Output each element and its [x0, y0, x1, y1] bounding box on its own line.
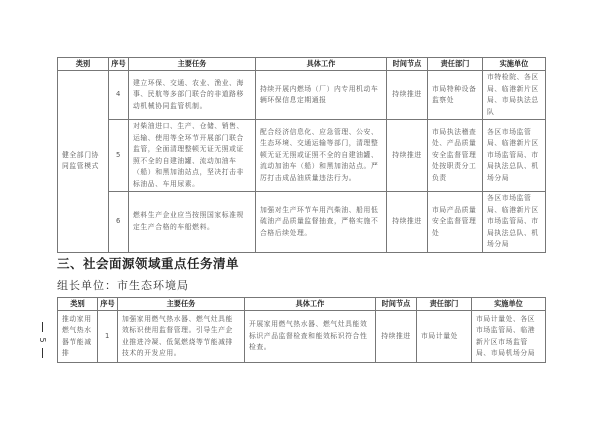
table-row [58, 192, 546, 253]
main-task-cell: 对柴油进口、生产、仓储、销售、运输、使用等全环节开展部门联合监管，全面清理整顿无证无照或证照不全的自建油罐、流动加油车（船）和黑加油站点，坚决打击非标油品、车用尿素。 [129, 120, 256, 192]
implementing-units-cell: 各区市场监管局、临港新片区市场监管局、市局执法总队、机场分局 [483, 120, 546, 192]
header-main-task: 主要任务 [118, 298, 245, 311]
task-table-2 [57, 297, 546, 363]
responsible-dept-cell: 市局执法稽查处、产品质量安全监督管理处按职责分工负责 [428, 120, 483, 192]
header-implementing-units: 实施单位 [483, 58, 546, 71]
task-table-1 [57, 57, 546, 253]
header-index: 序号 [98, 298, 118, 311]
header-responsible-dept: 责任部门 [417, 298, 472, 311]
header-time-node: 时间节点 [376, 298, 417, 311]
time-node-cell: 持续推进 [387, 71, 428, 120]
header-responsible-dept: 责任部门 [428, 58, 483, 71]
category-cell: 推动家用燃气热水器节能减排 [58, 311, 98, 363]
page-number-dash-bottom [42, 348, 43, 358]
category-cell: 健全部门协同监管模式 [58, 71, 109, 253]
table-header-row [58, 58, 546, 71]
specific-work-cell: 加强对生产环节车用汽柴油、船用低硫油产品质量监督抽查，严格实施不合格后续处理。 [256, 192, 387, 253]
index-cell: 6 [109, 192, 129, 253]
table-header-row [58, 298, 546, 311]
header-time-node: 时间节点 [387, 58, 428, 71]
time-node-cell: 持续推进 [376, 311, 417, 363]
page-number [36, 322, 48, 358]
index-cell: 5 [109, 120, 129, 192]
main-task-cell: 加强家用燃气热水器、燃气灶具能效标识使用监督管理。引导生产企业推进冷凝、低氮燃烧等节能减排技术的开发应用。 [118, 311, 245, 363]
page-number-value: 5 [38, 337, 47, 343]
header-specific-work: 具体工作 [245, 298, 376, 311]
header-main-task: 主要任务 [129, 58, 256, 71]
table-row [58, 120, 546, 192]
specific-work-cell: 开展家用燃气热水器、燃气灶具能效标识产品监督检查和能效标识符合性检查。 [245, 311, 376, 363]
table-row [58, 311, 546, 363]
page-number-dash-top [42, 322, 43, 332]
main-task-cell: 建立环保、交通、农业、渔业、海事、民航等多部门联合的非道路移动机械协同监管机制。 [129, 71, 256, 120]
main-task-cell: 燃料生产企业应当按照国家标准规定生产合格的车船燃料。 [129, 192, 256, 253]
implementing-units-cell: 各区市场监管局、临港新片区市场监管局、市局执法总队、机场分局 [483, 192, 546, 253]
header-index: 序号 [109, 58, 129, 71]
table-row [58, 71, 546, 120]
specific-work-cell: 持续开展内燃场（厂）内专用机动车辆环保信息定期通报 [256, 71, 387, 120]
header-specific-work: 具体工作 [256, 58, 387, 71]
specific-work-cell: 配合经济信息化、应急管理、公安、生态环境、交通运输等部门，清理整顿无证无照或证照不全的自建油罐、流动加油车（船）和黑加油站点。严厉打击成品油质量违法行为。 [256, 120, 387, 192]
responsible-dept-cell: 市局计量处 [417, 311, 472, 363]
header-implementing-units: 实施单位 [472, 298, 546, 311]
implementing-units-cell: 市局计量处、各区市场监管局、临港新片区市场监管局、市局机场分局 [472, 311, 546, 363]
index-cell: 1 [98, 311, 118, 363]
responsible-dept-cell: 市局特种设备监察处 [428, 71, 483, 120]
index-cell: 4 [109, 71, 129, 120]
section-title: 三、社会面源领域重点任务清单 [57, 256, 240, 271]
implementing-units-cell: 市特检院、各区局、临港新片区局、市局执法总队 [483, 71, 546, 120]
section-subtitle: 组长单位：市生态环境局 [57, 279, 189, 292]
responsible-dept-cell: 市局产品质量安全监督管理处 [428, 192, 483, 253]
time-node-cell: 持续推进 [387, 192, 428, 253]
time-node-cell: 持续推进 [387, 120, 428, 192]
header-category: 类别 [58, 298, 98, 311]
header-category: 类别 [58, 58, 109, 71]
